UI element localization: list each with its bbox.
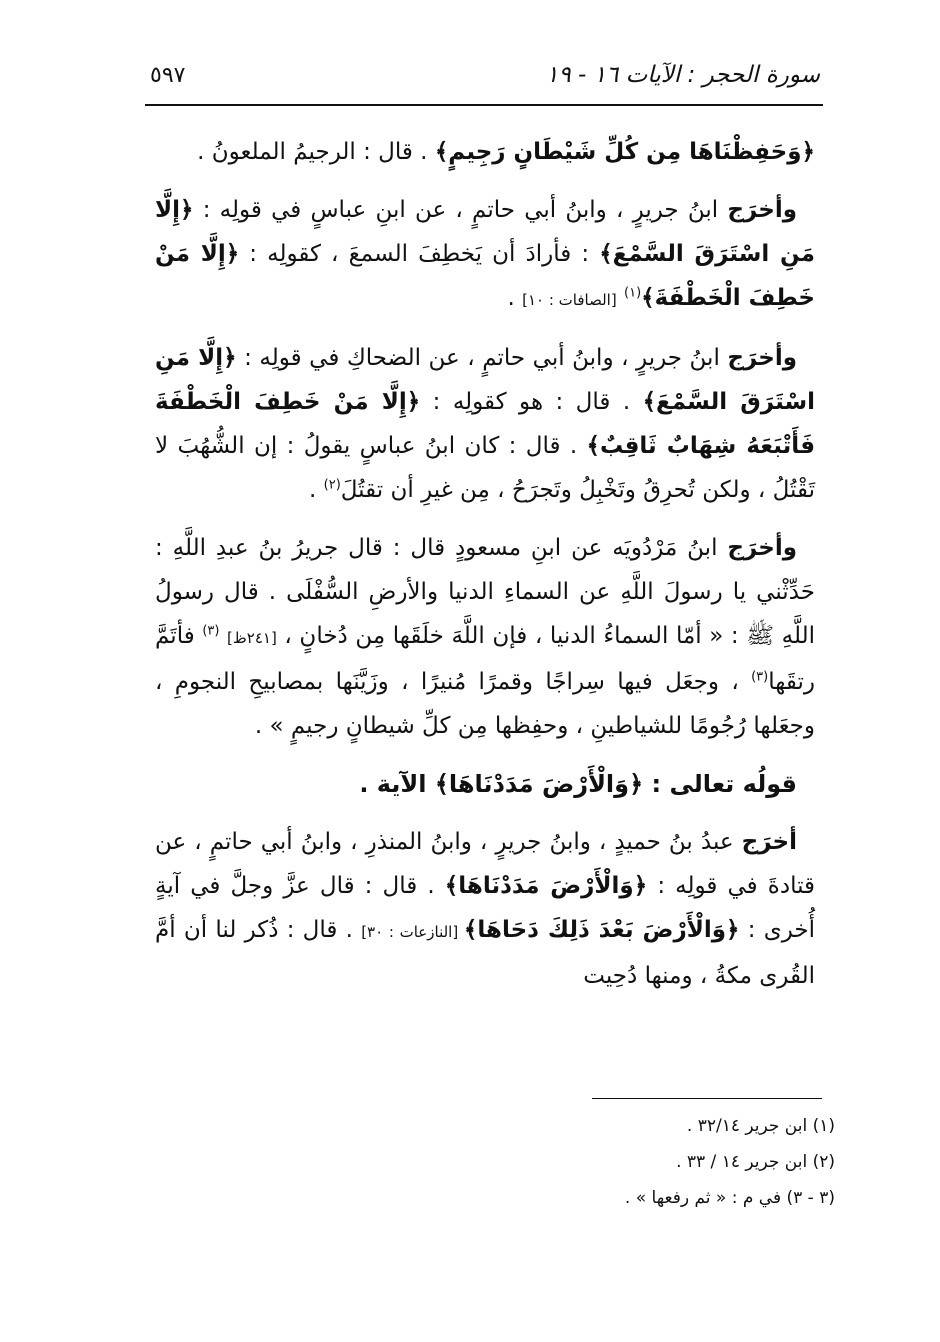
paragraph-text: عبدُ بنُ حميدٍ ، وابنُ جريرٍ ، وابنُ المنذرِ ، وابنُ أبي حاتمٍ ، عن قتادةَ في قولِه : [155,829,816,899]
footnote-1: (١) ابن جرير ٣٢/١٤ . [686,1116,835,1136]
paragraph-text: . قال : قال عزَّ وجلَّ في آيةٍ أُخرى : [155,873,816,943]
section-heading [155,762,815,806]
paragraph-text: : فأرادَ أن يَخطِفَ السمعَ ، كقولِه : [239,241,600,267]
page-number: ٥٩٧ [150,62,186,88]
quran-quote: ﴿إِلَّا مَنِ اسْتَرَقَ السَّمْعَ﴾ [155,197,815,267]
paragraph-text: ، وجعَل فيها سِراجًا وقمرًا مُنيرًا ، وزَيَّنَها بمصابيحِ النجومِ ، وجعَلها رُجُومًا للشياطينِ ، وحفِظها مِن كلِّ شيطانٍ رجيمٍ » . [155,669,815,739]
heading-label: قولُه تعالى : [643,770,797,798]
paragraph-text: . قال : الرجيمُ الملعونُ . [197,139,435,165]
paragraph-text: . قال : كان ابنُ عباسٍ يقولُ : إن الشُّهُبَ لا تَقْتُلُ ، ولكن تُحرِقُ وتَخْبِلُ وتَجرَحُ ، مِن غيرِ أن تقتُلَ [155,433,815,503]
quran-quote: ﴿إِلَّا مَنْ خَطِفَ الْخَطْفَةَ﴾ [155,241,815,311]
footnote-marker: (١) [624,285,642,301]
paragraph-text: . قال : ذُكر لنا أن أمَّ القُرى مكةُ ، ومنها دُحِيت [155,917,815,989]
paragraph-2 [155,188,815,322]
paragraph-text: ابنُ مَرْدُويَه عن ابنِ مسعودٍ قال : قال جريرُ بنُ عبدِ اللَّهِ : حَدِّثْني يا رسولَ اللَّهِ عن السماءِ الدنيا والأرضِ السُّفْلَى . قال رسولُ اللَّهِ ﷺ : « أمّا السماءُ الدنيا ، فإن اللَّهَ خلَقَها مِن دُخانٍ ، [155,535,815,649]
lead-word: وأخرَج [727,535,797,561]
footnote-2: (٢) ابن جرير ١٤ / ٣٣ . [676,1152,835,1172]
lead-word: أخرَج [741,829,797,855]
footnote-3: (٣ - ٣) في م : « ثم رفعها » . [624,1188,835,1208]
footnote-rule [592,1098,822,1099]
paragraph-text: . قال : هو كقولِه : [420,389,643,415]
footnote-marker: (٢) [323,477,341,493]
quran-quote: ﴿وَحَفِظْنَاهَا مِن كُلِّ شَيْطَانٍ رَجِيمٍ﴾ [434,139,815,165]
quran-quote: ﴿وَالْأَرْضَ مَدَدْنَاهَا﴾ [444,873,648,899]
page-header [150,58,820,92]
paragraph-1 [155,130,815,174]
header-rule [145,104,823,106]
paragraph-text: ابنُ جريرٍ ، وابنُ أبي حاتمٍ ، عن ابنِ عباسٍ في قولِه : [193,197,728,223]
verse-reference: [النازعات : ٣٠] [361,923,464,941]
running-title: سورة الحجر : الآيات ١٦ - ١٩ [545,62,820,88]
paragraph-text: فأتَمَّ رتقَها [155,623,815,695]
paragraph-text: . [507,285,523,311]
quran-quote: ﴿وَالْأَرْضَ بَعْدَ ذَلِكَ دَحَاهَا﴾ [463,917,740,943]
manuscript-reference: [٢٤١ظ] [227,629,277,647]
paragraph-3 [155,336,815,512]
footnote-marker: (٣) [202,623,220,639]
lead-word: وأخرَج [727,197,797,223]
quran-quote: ﴿وَالْأَرْضَ مَدَدْنَاهَا﴾ [434,770,644,798]
footnotes [420,1108,835,1216]
quran-quote: ﴿إِلَّا مَنْ خَطِفَ الْخَطْفَةَ فَأَتْبَعَهُ شِهَابٌ ثَاقِبٌ﴾ [155,389,816,459]
lead-word: وأخرَج [727,345,797,371]
paragraph-text: ابنُ جريرٍ ، وابنُ أبي حاتمٍ ، عن الضحاكِ في قولِه : [236,345,728,371]
footnote-marker: (٣) [751,669,769,685]
paragraph-5 [155,820,815,998]
heading-end: الآية . [359,770,435,798]
paragraph-text: . [309,477,324,503]
paragraph-4 [155,526,815,748]
quran-quote: ﴿إِلَّا مَنِ اسْتَرَقَ السَّمْعَ﴾ [155,345,816,415]
main-text [155,130,815,1012]
verse-reference: [الصافات : ١٠] [522,291,617,309]
